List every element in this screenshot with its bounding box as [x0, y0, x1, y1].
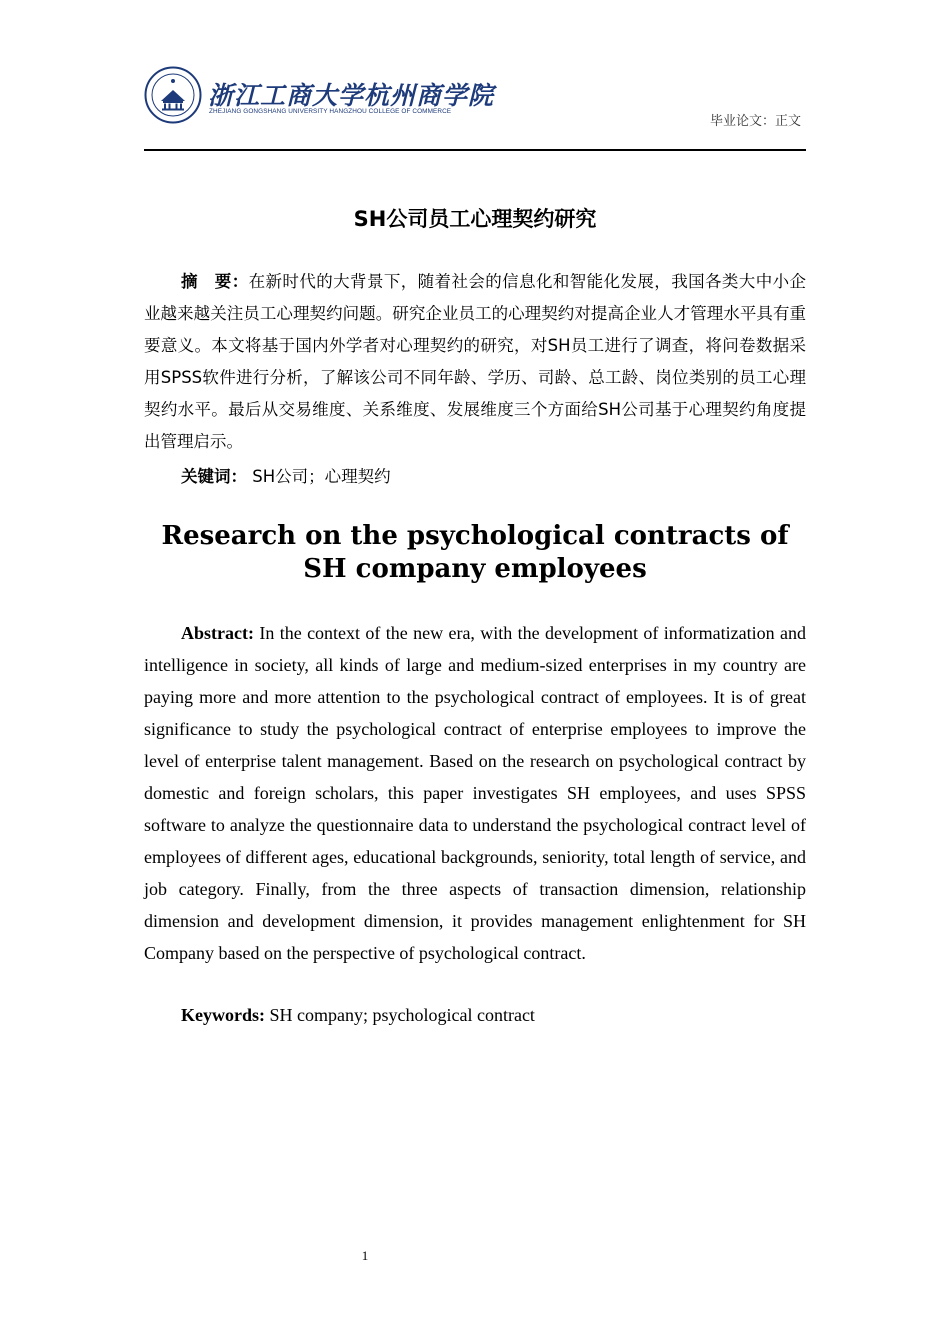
university-english-name: ZHEJIANG GONGSHANG UNIVERSITY HANGZHOU COLLEGE OF COMMERCE — [209, 108, 452, 115]
chinese-title: SH公司员工心理契约研究 — [353, 207, 597, 231]
chinese-abstract — [144, 266, 806, 458]
english-keywords-label: Keywords: — [181, 1005, 265, 1025]
university-name-logotype: 浙江工商大学杭州商学院 — [208, 81, 495, 110]
university-seal-icon — [144, 66, 202, 124]
section-label: 毕业论文：正文 — [709, 114, 801, 129]
university-logo — [144, 66, 495, 126]
english-abstract-text: In the context of the new era, with the development of informatization and intelligence in society, all kinds of large and medium-sized enterprises in my country are paying more and more attention to the psychological contract of employees. It is of great significance to study the psychological contract of enterprise employees to improve the level of enterprise talent management. Based on the research on psychological contract by domestic and foreign scholars, this paper investigates SH employees, and uses SPSS software to analyze the questionnaire data to understand the psychological contract level of employees of different ages, educational backgrounds, seniority, total length of service, and job category. Finally, from the three aspects of transaction dimension, relationship dimension and development dimension, it provides management enlightenment for SH Company based on the perspective of psychological contract. — [144, 623, 807, 963]
chinese-abstract-text: 在新时代的大背景下，随着社会的信息化和智能化发展，我国各类大中小企业越来越关注员工心理契约问题。研究企业员工的心理契约对提高企业人才管理水平具有重要意义。本文将基于国内外学者对心理契约的研究，对SH员工进行了调查，将问卷数据采用SPSS软件进行分析，了解该公司不同年龄、学历、司龄、总工龄、岗位类别的员工心理契约水平。最后从交易维度、关系维度、发展维度三个方面给SH公司基于心理契约角度提出管理启示。 — [144, 272, 807, 451]
english-abstract-label: Abstract: — [181, 623, 254, 643]
chinese-keywords-text: SH公司；心理契约 — [252, 467, 391, 486]
chinese-keywords — [181, 461, 391, 493]
english-abstract — [144, 617, 806, 969]
header-divider — [144, 149, 806, 151]
english-keywords — [181, 999, 535, 1031]
english-title: Research on the psychological contracts of SH company employees — [161, 521, 789, 584]
english-keywords-text: SH company; psychological contract — [269, 1005, 535, 1025]
page-number: 1 — [361, 1248, 369, 1263]
chinese-abstract-label: 摘 要： — [181, 272, 249, 291]
chinese-keywords-label: 关键词： — [181, 467, 247, 486]
